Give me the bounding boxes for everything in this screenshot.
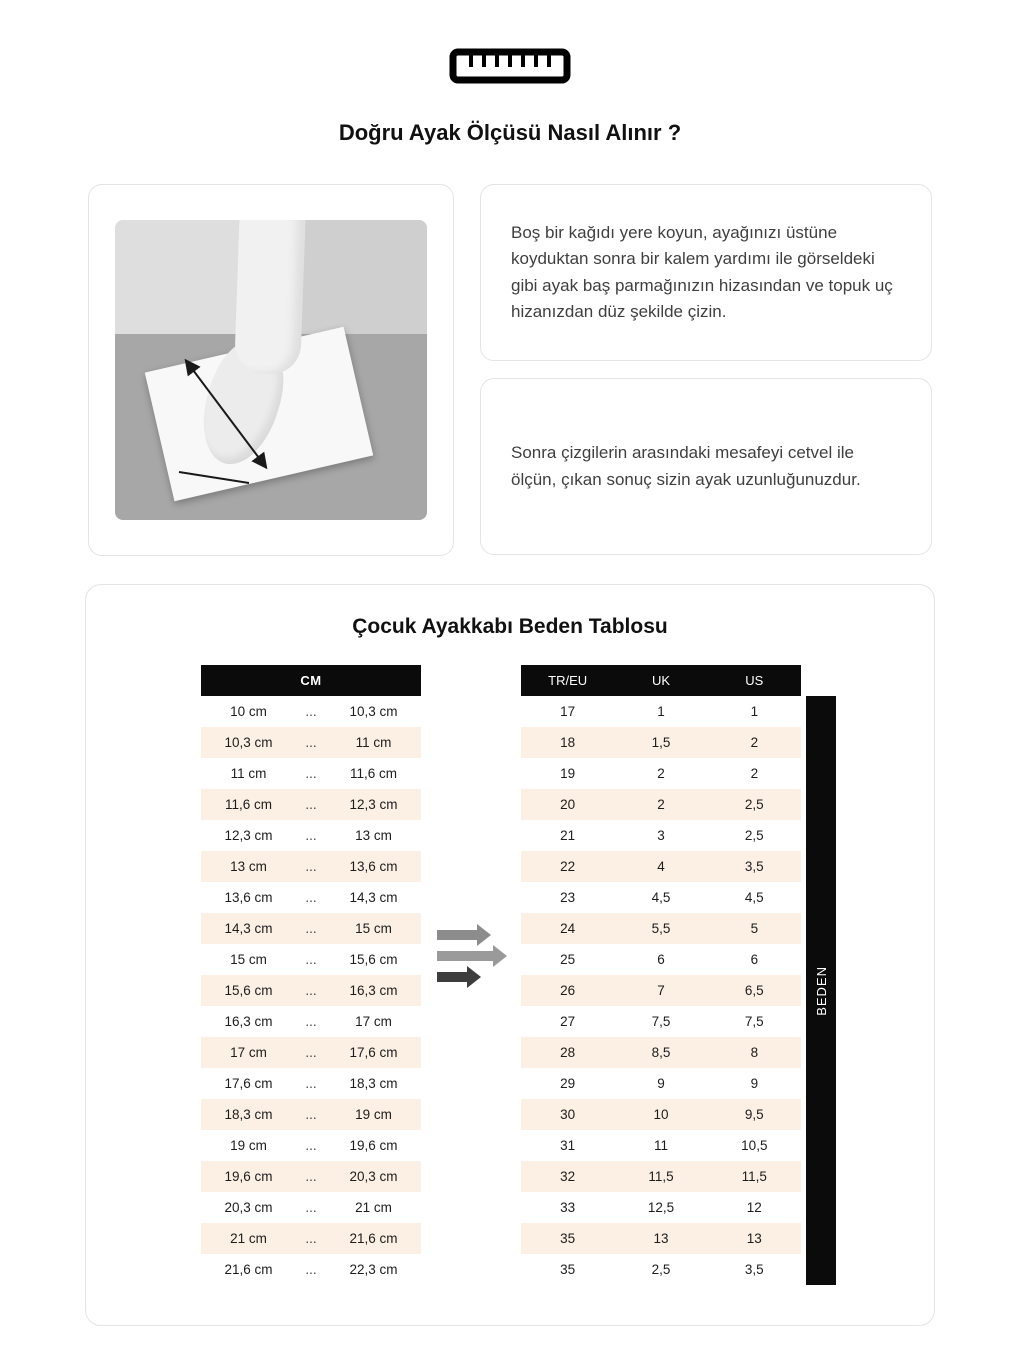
size-header-tr-eu: TR/EU <box>548 673 588 688</box>
cm-cell-sep: ... <box>305 735 317 750</box>
cm-table-row <box>201 1223 421 1254</box>
size-table <box>521 665 801 1285</box>
size-table-row <box>521 1130 801 1161</box>
cm-cell-to: 16,3 cm <box>349 983 398 998</box>
size-cell-us: 6 <box>750 952 759 967</box>
cm-cell-sep: ... <box>305 1045 317 1060</box>
cm-cell-from: 15 cm <box>230 952 267 967</box>
size-cell-uk: 5,5 <box>651 921 671 936</box>
size-cell-uk: 3 <box>657 828 665 843</box>
cm-cell-sep: ... <box>305 1076 317 1091</box>
size-cell-us: 4,5 <box>744 890 764 905</box>
cm-cell-sep: ... <box>305 1231 317 1246</box>
cm-cell-to: 21 cm <box>355 1200 392 1215</box>
cm-table-row <box>201 1130 421 1161</box>
cm-cell-sep: ... <box>305 828 317 843</box>
cm-cell-to: 15 cm <box>355 921 392 936</box>
size-cell-us: 10,5 <box>741 1138 768 1153</box>
beden-label: BEDEN <box>813 965 829 1016</box>
instruction-card-1 <box>480 184 932 361</box>
cm-table-row <box>201 1099 421 1130</box>
size-cell-uk: 13 <box>653 1231 669 1246</box>
cm-table-row <box>201 913 421 944</box>
cm-cell-from: 14,3 cm <box>224 921 273 936</box>
cm-cell-sep: ... <box>305 1200 317 1215</box>
size-cell-us: 3,5 <box>744 859 764 874</box>
size-cell-us: 2 <box>750 735 759 750</box>
cm-cell-from: 13 cm <box>230 859 267 874</box>
size-cell-uk: 1 <box>657 704 665 719</box>
cm-cell-to: 18,3 cm <box>349 1076 398 1091</box>
size-cell-uk: 2,5 <box>651 1262 671 1277</box>
size-cell-tr-eu: 21 <box>560 828 576 843</box>
cm-cell-from: 17 cm <box>230 1045 267 1060</box>
size-table-row <box>521 1192 801 1223</box>
size-cell-tr-eu: 33 <box>560 1200 576 1215</box>
size-cell-tr-eu: 30 <box>560 1107 576 1122</box>
cm-cell-from: 19 cm <box>230 1138 267 1153</box>
size-cell-us: 11,5 <box>741 1169 767 1184</box>
size-cell-us: 8 <box>750 1045 759 1060</box>
size-cell-us: 7,5 <box>744 1014 764 1029</box>
cm-cell-sep: ... <box>305 921 317 936</box>
cm-cell-sep: ... <box>305 983 317 998</box>
beden-bar <box>806 696 836 1285</box>
cm-table-row <box>201 882 421 913</box>
instruction-step-1: Boş bir kağıdı yere koyun, ayağınızı üstüne koyduktan sonra bir kalem yardımı ile görseldeki gibi ayak baş parmağınızın hizasından ve topuk uç hizanızdan düz şekilde çizin. <box>511 222 893 321</box>
cm-cell-to: 22,3 cm <box>349 1262 398 1277</box>
size-cell-tr-eu: 23 <box>560 890 576 905</box>
ruler-icon-wrap <box>0 0 1020 84</box>
size-chart-card <box>85 584 935 1326</box>
size-cell-uk: 10 <box>653 1107 669 1122</box>
size-cell-tr-eu: 22 <box>560 859 576 874</box>
cm-cell-from: 13,6 cm <box>224 890 273 905</box>
cm-cell-to: 17 cm <box>355 1014 392 1029</box>
size-cell-uk: 8,5 <box>651 1045 671 1060</box>
size-cell-uk: 11 <box>653 1138 668 1153</box>
size-cell-us: 13 <box>746 1231 762 1246</box>
cm-cell-from: 16,3 cm <box>224 1014 273 1029</box>
size-table-header <box>521 665 801 696</box>
cm-cell-to: 10,3 cm <box>349 704 398 719</box>
page-title: Doğru Ayak Ölçüsü Nasıl Alınır ? <box>338 120 682 145</box>
cm-cell-from: 19,6 cm <box>224 1169 273 1184</box>
cm-cell-sep: ... <box>305 1262 317 1277</box>
cm-table-row <box>201 851 421 882</box>
size-cell-tr-eu: 27 <box>560 1014 576 1029</box>
size-cell-us: 2 <box>750 766 759 781</box>
size-cell-tr-eu: 35 <box>560 1231 576 1246</box>
size-chart-title: Çocuk Ayakkabı Beden Tablosu <box>352 615 668 638</box>
cm-cell-from: 10 cm <box>230 704 267 719</box>
cm-cell-to: 11,6 cm <box>349 766 398 781</box>
cm-table-row <box>201 727 421 758</box>
cm-table-row <box>201 1254 421 1285</box>
cm-cell-sep: ... <box>305 1014 317 1029</box>
size-header-uk: UK <box>651 673 671 688</box>
right-arrow-icon <box>437 972 467 982</box>
size-table-row <box>521 913 801 944</box>
cm-cell-sep: ... <box>305 797 317 812</box>
cm-table-row <box>201 975 421 1006</box>
cm-cell-from: 18,3 cm <box>224 1107 273 1122</box>
cm-cell-to: 14,3 cm <box>349 890 398 905</box>
size-cell-us: 5 <box>750 921 759 936</box>
cm-cell-from: 21,6 cm <box>224 1262 273 1277</box>
cm-cell-to: 19,6 cm <box>349 1138 398 1153</box>
size-cell-uk: 6 <box>657 952 665 967</box>
size-table-row <box>521 1068 801 1099</box>
size-cell-us: 1 <box>750 704 759 719</box>
size-tables <box>201 665 934 1285</box>
size-cell-us: 6,5 <box>744 983 764 998</box>
cm-cell-from: 20,3 cm <box>224 1200 273 1215</box>
cm-cell-from: 17,6 cm <box>224 1076 273 1091</box>
cm-cell-to: 13 cm <box>355 828 392 843</box>
size-cell-tr-eu: 29 <box>560 1076 576 1091</box>
size-cell-tr-eu: 31 <box>560 1138 576 1153</box>
size-table-row <box>521 1037 801 1068</box>
size-cell-us: 12 <box>746 1200 762 1215</box>
cm-cell-sep: ... <box>305 704 317 719</box>
cm-table-row <box>201 944 421 975</box>
cm-cell-from: 12,3 cm <box>224 828 273 843</box>
size-cell-us: 9,5 <box>744 1107 764 1122</box>
size-cell-us: 9 <box>750 1076 759 1091</box>
cm-cell-sep: ... <box>305 890 317 905</box>
right-arrow-icon <box>437 951 493 961</box>
size-cell-uk: 4 <box>657 859 665 874</box>
size-cell-uk: 4,5 <box>651 890 671 905</box>
cm-cell-sep: ... <box>305 766 317 781</box>
measurement-arrow <box>115 220 427 520</box>
cm-cell-from: 11 cm <box>230 766 267 781</box>
size-cell-tr-eu: 32 <box>560 1169 576 1184</box>
size-cell-us: 3,5 <box>744 1262 764 1277</box>
cm-cell-to: 19 cm <box>355 1107 392 1122</box>
cm-table <box>201 665 421 1285</box>
cm-cell-sep: ... <box>305 1107 317 1122</box>
size-table-row <box>521 851 801 882</box>
cm-cell-sep: ... <box>305 1138 317 1153</box>
howto-section <box>88 184 932 556</box>
size-table-row <box>521 789 801 820</box>
cm-table-row <box>201 789 421 820</box>
cm-cell-from: 21 cm <box>230 1231 267 1246</box>
cm-table-row <box>201 696 421 727</box>
cm-cell-to: 12,3 cm <box>349 797 398 812</box>
size-table-row <box>521 758 801 789</box>
cm-table-row <box>201 1068 421 1099</box>
cm-cell-sep: ... <box>305 859 317 874</box>
cm-cell-sep: ... <box>305 1169 317 1184</box>
ruler-icon <box>449 48 571 84</box>
cm-table-row <box>201 758 421 789</box>
cm-cell-to: 15,6 cm <box>349 952 398 967</box>
size-table-row <box>521 1006 801 1037</box>
foot-measurement-photo <box>115 220 427 520</box>
cm-cell-to: 17,6 cm <box>349 1045 398 1060</box>
cm-table-row <box>201 1037 421 1068</box>
size-table-row <box>521 1254 801 1285</box>
size-cell-uk: 2 <box>657 766 665 781</box>
size-header-us: US <box>745 673 764 688</box>
conversion-arrows <box>421 665 521 982</box>
size-cell-tr-eu: 25 <box>560 952 576 967</box>
size-table-row <box>521 820 801 851</box>
cm-cell-from: 11,6 cm <box>224 797 273 812</box>
size-cell-tr-eu: 17 <box>560 704 576 719</box>
size-cell-tr-eu: 18 <box>560 735 576 750</box>
instructions-column <box>480 184 932 556</box>
size-cell-uk: 7 <box>657 983 665 998</box>
size-table-row <box>521 882 801 913</box>
cm-cell-to: 13,6 cm <box>349 859 398 874</box>
cm-table-row <box>201 1161 421 1192</box>
cm-table-header: CM <box>201 665 421 696</box>
cm-table-row <box>201 820 421 851</box>
cm-cell-from: 15,6 cm <box>224 983 273 998</box>
size-cell-tr-eu: 26 <box>560 983 576 998</box>
cm-cell-to: 20,3 cm <box>349 1169 398 1184</box>
instruction-card-2 <box>480 378 932 555</box>
right-arrow-icon <box>437 930 477 940</box>
size-cell-uk: 2 <box>657 797 665 812</box>
size-table-row <box>521 696 801 727</box>
size-table-body <box>521 696 801 1285</box>
size-cell-us: 2,5 <box>744 828 764 843</box>
size-cell-uk: 11,5 <box>648 1169 674 1184</box>
size-table-row <box>521 1099 801 1130</box>
cm-cell-to: 21,6 cm <box>349 1231 398 1246</box>
size-cell-uk: 12,5 <box>647 1200 675 1215</box>
cm-cell-sep: ... <box>305 952 317 967</box>
cm-cell-from: 10,3 cm <box>224 735 273 750</box>
instruction-step-2: Sonra çizgilerin arasındaki mesafeyi cetvel ile ölçün, çıkan sonuç sizin ayak uzunluğunuzdur. <box>511 443 861 489</box>
size-table-row <box>521 727 801 758</box>
size-table-row <box>521 1161 801 1192</box>
foot-photo-card <box>88 184 454 556</box>
size-cell-uk: 7,5 <box>651 1014 671 1029</box>
size-table-row <box>521 944 801 975</box>
size-table-row <box>521 1223 801 1254</box>
cm-table-row <box>201 1006 421 1037</box>
cm-table-row <box>201 1192 421 1223</box>
size-cell-tr-eu: 24 <box>560 921 576 936</box>
size-cell-us: 2,5 <box>744 797 764 812</box>
size-cell-uk: 1,5 <box>651 735 671 750</box>
size-cell-tr-eu: 20 <box>560 797 576 812</box>
cm-table-body <box>201 696 421 1285</box>
size-table-row <box>521 975 801 1006</box>
size-cell-tr-eu: 19 <box>560 766 576 781</box>
cm-cell-to: 11 cm <box>355 735 392 750</box>
size-cell-tr-eu: 35 <box>560 1262 576 1277</box>
size-cell-tr-eu: 28 <box>560 1045 576 1060</box>
size-cell-uk: 9 <box>657 1076 665 1091</box>
